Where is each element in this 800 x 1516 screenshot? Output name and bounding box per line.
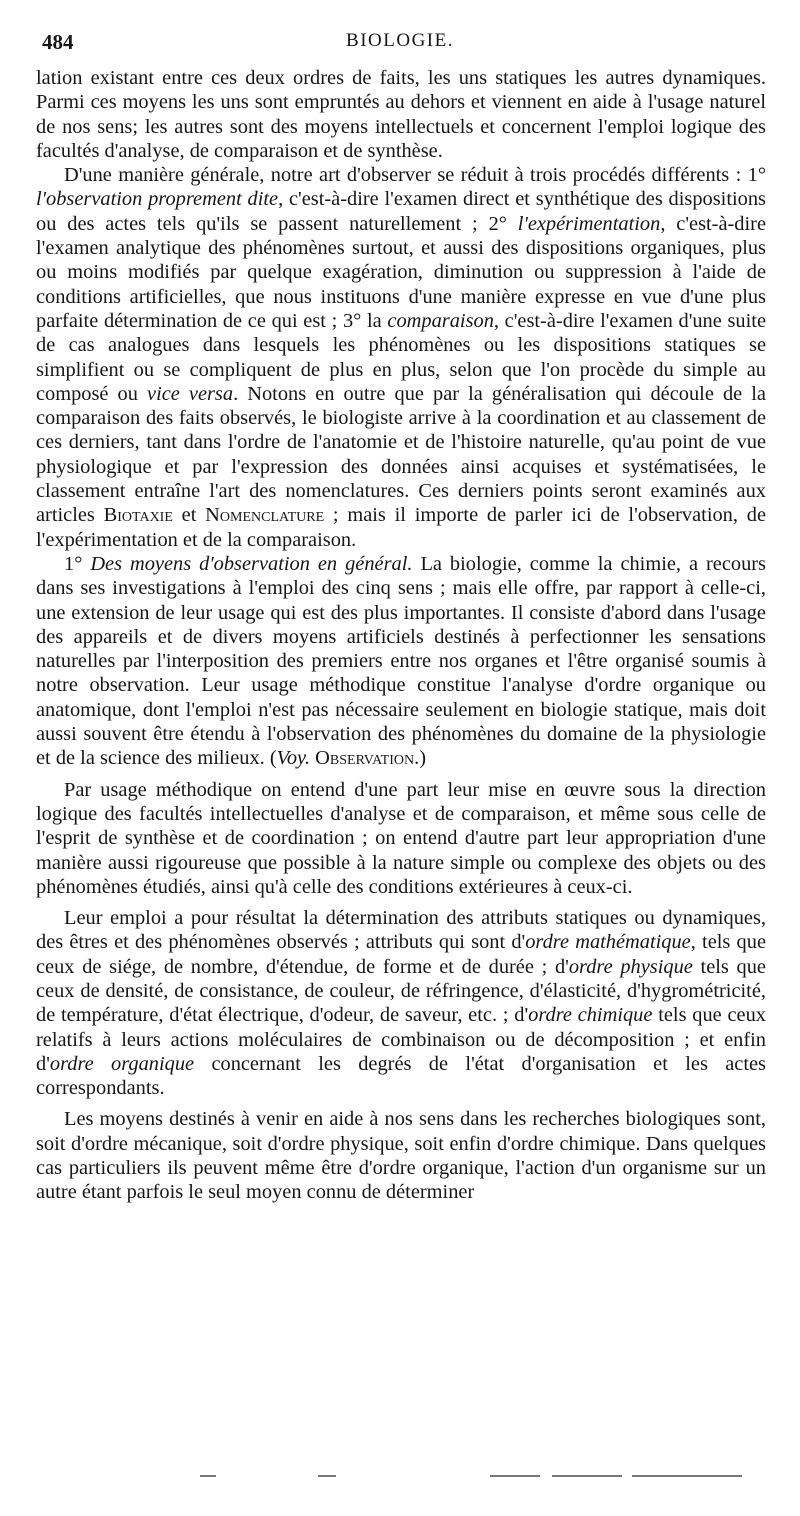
italic-phrase: l'observation proprement dite xyxy=(36,188,279,211)
running-title: BIOLOGIE. xyxy=(346,30,454,51)
text-run: Par usage méthodique on entend d'une part leur mise en œuvre sous la direction logique des facultés intellectuelles d'analyse et de comparaison, et même sous celle de l'esprit de synthèse et de coordination ; on entend d'autre part leur appropriation d'une manière aussi rigoureuse que possible à la nature simple ou complexe des objets ou des phénomènes étudiés, ainsi qu'à celle des conditions extérieures à ceux-ci. xyxy=(36,778,766,898)
paragraph-2 xyxy=(36,163,766,552)
text-run: D'une manière générale, notre art d'observer se réduit à trois procédés différents : 1° xyxy=(64,164,766,187)
text-run: ; mais il importe de parler ici de l'observation, de l'expérimentation et de la comparaison. xyxy=(36,504,766,551)
italic-phrase: comparaison xyxy=(387,309,494,332)
body-text xyxy=(36,66,766,1205)
small-caps-reference: Observation xyxy=(315,747,415,770)
text-run: , c'est-à-dire l'examen d'une suite de cas analogues dans lesquels les phénomènes ou les dispositions statiques se simplifient ou se compliquent de plus en plus, selon que l'on procède du simple au composé ou xyxy=(36,309,766,405)
text-run: et xyxy=(172,504,206,527)
text-run: Les moyens destinés à venir en aide à nos sens dans les recherches biologiques sont, soit d'ordre mécanique, soit d'ordre physique, soit enfin d'ordre chimique. Dans quelques cas particuliers ils peuvent même être d'ordre organique, l'action d'un organisme sur un autre étant parfois le seul moyen connu de déterminer xyxy=(36,1108,766,1204)
italic-phrase: Des moyens d'observation en général. xyxy=(90,552,413,575)
paragraph-6 xyxy=(36,1107,766,1204)
text-run: , c'est-à-dire l'examen direct et synthétique des dispositions ou des actes tels qu'ils se passent naturellement ; 2° xyxy=(36,188,766,235)
italic-phrase: vice versa xyxy=(147,382,234,405)
italic-phrase: ordre organique xyxy=(49,1052,195,1075)
page-number: 484 xyxy=(42,30,74,54)
text-run: lation existant entre ces deux ordres de faits, les uns statiques les autres dynamiques. Parmi ces moyens les uns sont empruntés au dehors et viennent en aide à l'usage naturel de nos sens; les autres sont des moyens intellectuels et concernent l'emploi logique des facultés d'analyse, de comparaison et de synthèse. xyxy=(36,67,766,162)
text-run: tels que ceux de densité, de consistance, de couleur, de réfringence, d'élasticité, d'hygrométricité, de température, d'état électrique, d'odeur, de saveur, etc. ; d' xyxy=(36,955,766,1027)
text-run: concernant les degrés de l'état d'organisation et les actes correspondants. xyxy=(36,1052,766,1100)
text-run: . Notons en outre que par la généralisation qui découle de la comparaison des faits observés, le biologiste arrive à la coordination et au classement de ces derniers, tant dans l'ordre de l'anatomie et de l'histoire naturelle, qu'au point de vue physiologique et par l'expression des données ainsi acquises et systématisées, le classement entraîne l'art des nomenclatures. Ces derniers points seront examinés aux articles xyxy=(36,382,766,527)
paragraph-3 xyxy=(36,552,766,771)
text-run: La biologie, comme la chimie, a recours dans ses investigations à l'emploi des cinq sens ; mais elle offre, par rapport à celle-ci, une extension de leur usage qui est des plus importantes. Il consiste d'abord dans l'usage des appareils et de divers moyens artificiels destinés à perfectionner les sensations naturelles par l'interposition des premiers entre nos organes et l'être organisé soumis à notre observation. Leur usage méthodique constitue l'analyse d'ordre organique ou anatomique, dont l'emploi n'est pas nécessaire seulement en biologie statique, mais doit aussi souvent être étendu à l'observation des phénomènes du domaine de la physiologie et de la science des milieux. ( xyxy=(36,552,766,770)
page-header xyxy=(42,30,758,54)
italic-phrase: Voy. xyxy=(276,747,311,770)
text-run: , tels que ceux de siége, de nombre, d'étendue, de forme et de durée ; d' xyxy=(36,931,766,978)
italic-phrase: ordre chimique xyxy=(528,1004,653,1027)
text-run: 1° xyxy=(64,552,91,575)
italic-phrase: ordre mathématique xyxy=(525,931,691,954)
small-caps-reference: Nomenclature xyxy=(205,504,325,527)
small-caps-reference: Biotaxie xyxy=(103,504,173,527)
text-run: Leur emploi a pour résultat la détermination des attributs statiques ou dynamiques, des êtres et des phénomènes observés ; attributs qui sont d' xyxy=(36,907,766,954)
text-run: , c'est-à-dire l'examen analytique des phénomènes surtout, et aussi des dispositions organiques, plus ou moins modifiés par quelque exagération, diminution ou suppression à l'aide de conditions artificielles, que nous instituons d'une manière expresse en vue d'une plus parfaite détermination de ce qui est ; 3° la xyxy=(36,212,767,332)
text-run: .) xyxy=(414,747,426,770)
text-run: tels que ceux relatifs à leurs actions moléculaires de combinaison ou de décomposition ; et enfin d' xyxy=(36,1004,766,1075)
paragraph-5 xyxy=(36,906,766,1100)
paragraph-1 xyxy=(36,66,766,163)
bottom-print-marks xyxy=(200,1475,760,1481)
paragraph-4 xyxy=(36,778,766,899)
italic-phrase: ordre physique xyxy=(568,955,693,978)
italic-phrase: l'expérimentation xyxy=(517,212,661,235)
